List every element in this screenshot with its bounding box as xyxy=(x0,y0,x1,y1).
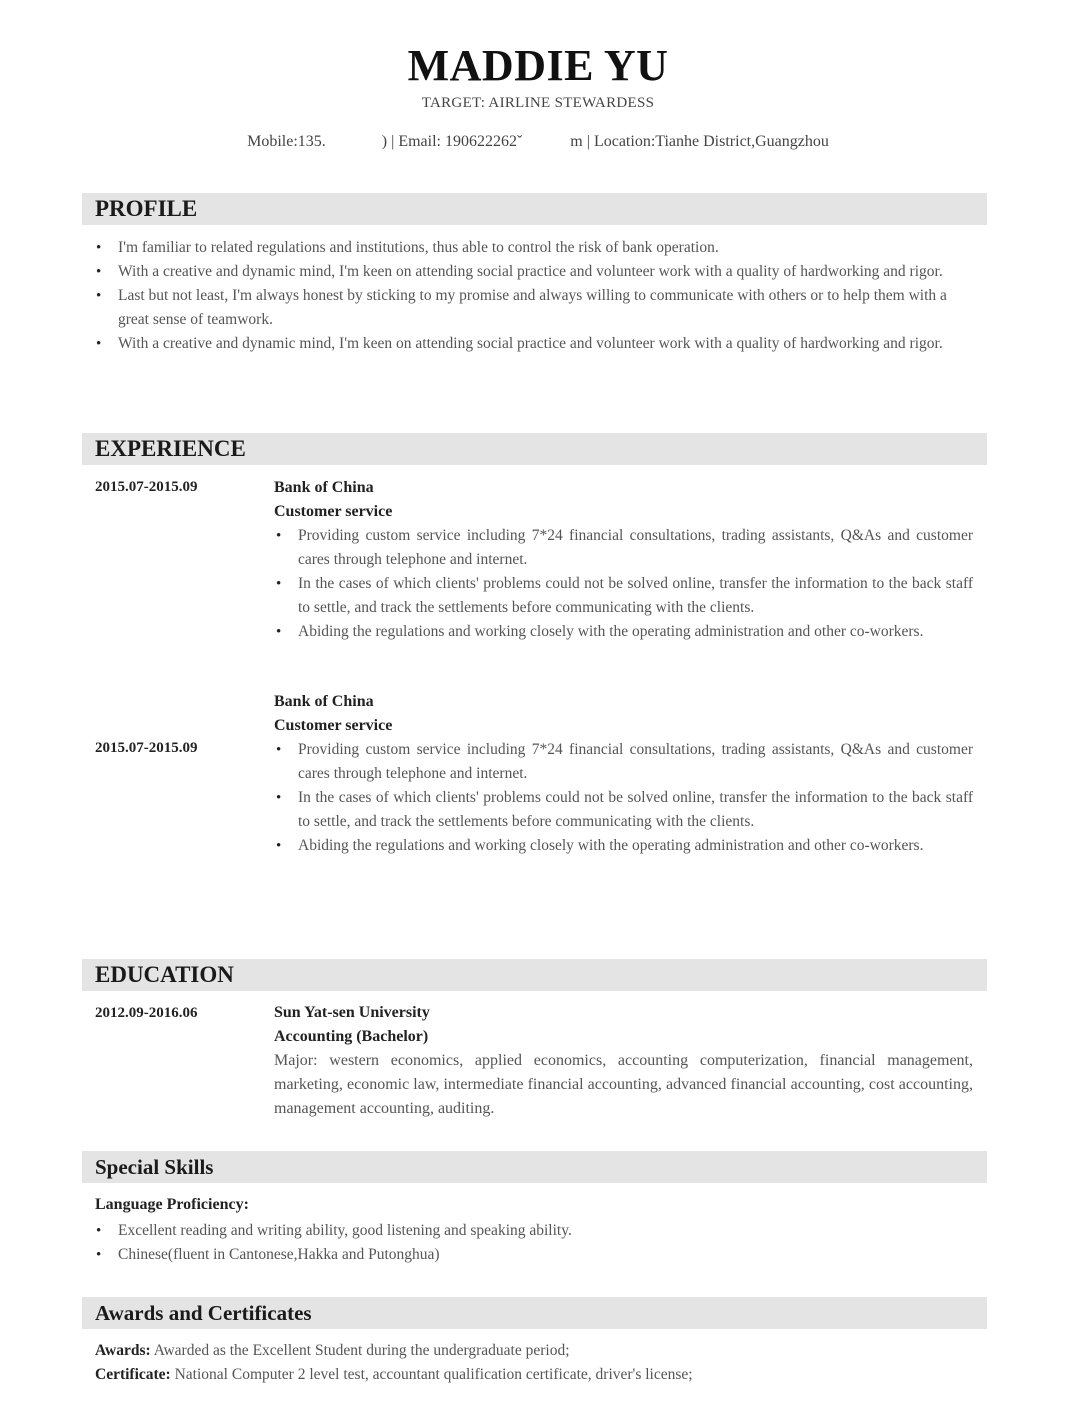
awards-line xyxy=(95,1342,570,1360)
company-name: Bank of China xyxy=(274,479,374,496)
list-item: • In the cases of which clients' problems could not be solved online, transfer the information to the back staff to settle, and track the settlements before communicating with the clients. xyxy=(274,572,973,620)
awards-label: Awards: xyxy=(95,1342,151,1359)
job-bullets xyxy=(274,738,973,858)
company-name: Bank of China xyxy=(274,693,374,710)
list-item: • In the cases of which clients' problems could not be solved online, transfer the information to the back staff to settle, and track the settlements before communicating with the clients. xyxy=(274,786,973,834)
section-title-skills: Special Skills xyxy=(95,1155,214,1179)
awards-text: Awarded as the Excellent Student during the undergraduate period; xyxy=(150,1342,570,1359)
list-item: • Excellent reading and writing ability, good listening and speaking ability. xyxy=(94,1219,973,1243)
section-title-experience: EXPERIENCE xyxy=(95,436,246,461)
section-header-skills xyxy=(82,1151,987,1183)
list-item: • Providing custom service including 7*24 financial consultations, trading assistants, Q&As and customer cares through telephone and internet. xyxy=(274,524,973,572)
section-title-profile: PROFILE xyxy=(95,196,198,221)
major-description: Major: western economics, applied economics, accounting computerization, financial management, marketing, economic law, intermediate financial accounting, advanced financial accounting, cost accounting, management accounting, auditing. xyxy=(274,1052,973,1117)
school-name: Sun Yat-sen University xyxy=(274,1004,430,1021)
list-item: • Providing custom service including 7*24 financial consultations, trading assistants, Q&As and customer cares through telephone and internet. xyxy=(274,738,973,786)
skills-list xyxy=(94,1219,973,1267)
degree-name: Accounting (Bachelor) xyxy=(274,1028,429,1045)
education-date: 2012.09-2016.06 xyxy=(95,1005,198,1021)
job-entry xyxy=(274,690,973,858)
job-date: 2015.07-2015.09 xyxy=(95,479,198,495)
job-bullets xyxy=(274,524,973,644)
list-item: • Abiding the regulations and working closely with the operating administration and other co-workers. xyxy=(274,620,973,644)
certificate-line xyxy=(95,1366,693,1384)
certificate-text: National Computer 2 level test, accountant qualification certificate, driver's license; xyxy=(170,1366,693,1383)
job-role: Customer service xyxy=(274,503,393,520)
job-target: TARGET: AIRLINE STEWARDESS xyxy=(421,95,655,111)
section-title-education: EDUCATION xyxy=(95,962,234,987)
list-item: • With a creative and dynamic mind, I'm keen on attending social practice and volunteer work with a quality of hardworking and rigor. xyxy=(94,332,973,356)
section-header-awards xyxy=(82,1297,987,1329)
list-item: • Abiding the regulations and working closely with the operating administration and other co-workers. xyxy=(274,834,973,858)
section-title-awards: Awards and Certificates xyxy=(95,1301,312,1325)
list-item: • With a creative and dynamic mind, I'm keen on attending social practice and volunteer work with a quality of hardworking and rigor. xyxy=(94,260,973,284)
language-proficiency-label: Language Proficiency: xyxy=(95,1196,249,1213)
certificate-label: Certificate: xyxy=(95,1366,171,1383)
job-entry xyxy=(274,476,973,644)
section-header-experience xyxy=(82,433,987,465)
job-role: Customer service xyxy=(274,717,393,734)
candidate-name: MADDIE YU xyxy=(407,41,669,90)
list-item: • Chinese(fluent in Cantonese,Hakka and Putonghua) xyxy=(94,1243,973,1267)
education-entry xyxy=(274,1001,973,1121)
contact-line: Mobile:135. ) | Email: 190622262ˇ m | Location:Tianhe District,Guangzhou xyxy=(247,133,829,150)
profile-list xyxy=(94,236,973,356)
section-header-profile xyxy=(82,193,987,225)
list-item: • Last but not least, I'm always honest by sticking to my promise and always willing to communicate with others or to help them with a great sense of teamwork. xyxy=(94,284,973,332)
section-header-education xyxy=(82,959,987,991)
job-date: 2015.07-2015.09 xyxy=(95,740,198,756)
list-item: • I'm familiar to related regulations and institutions, thus able to control the risk of bank operation. xyxy=(94,236,973,260)
